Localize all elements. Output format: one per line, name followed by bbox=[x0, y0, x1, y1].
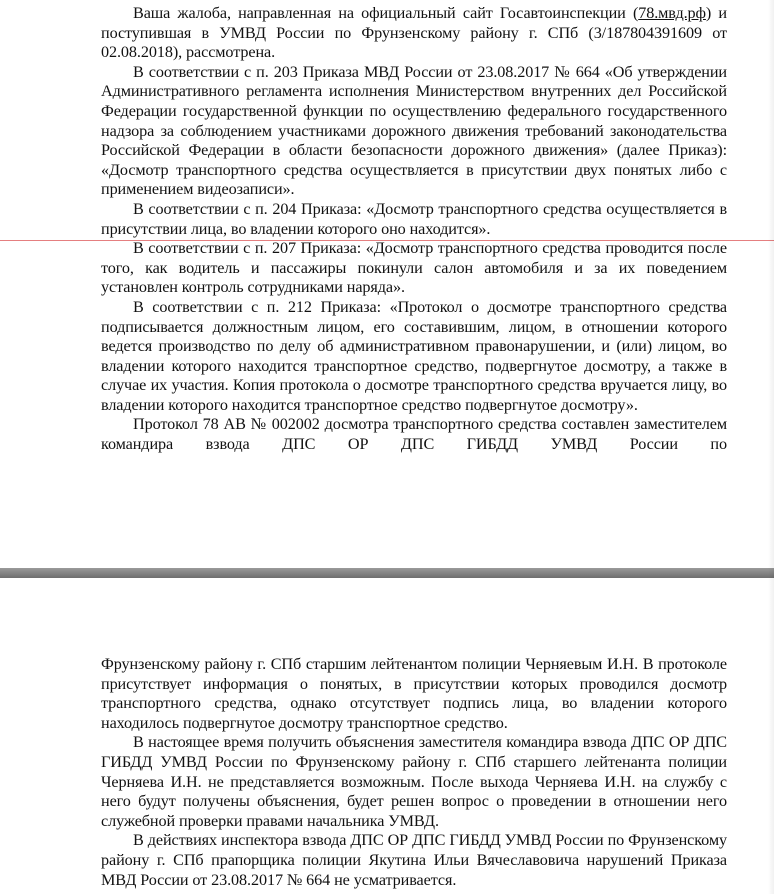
paragraph-clause-207: В соответствии с п. 207 Приказа: «Досмотр транспортного средства проводится после того, как водитель и пассажиры покинули салон автомобиля и за их поведением установлен контроль сотрудниками наряда». bbox=[101, 239, 727, 297]
paragraph-clause-203: В соответствии с п. 203 Приказа МВД России от 23.08.2017 № 664 «Об утверждении Административного регламента исполнения Министерством внутренних дел Российской Федерации государственной функции по осуществлению федерального государственного надзора за соблюдением участниками дорожного движения требований законодательства Российской Федерации в области безопасности дорожного движения» (далее Приказ): «Досмотр транспортного средства осуществляется в присутствии двух понятых либо с применением видеозаписи». bbox=[101, 62, 727, 199]
paragraph-conclusion: В действиях инспектора взвода ДПС ОР ДПС ГИБДД УМВД России по Фрунзенскому району г. СПб прапорщика полиции Якутина Ильи Вячеславовича нарушений Приказа МВД России от 23.08.2017 № 664 не усматривается. bbox=[101, 831, 727, 889]
annotation-line bbox=[0, 240, 774, 241]
scan-edge-shadow bbox=[768, 0, 774, 894]
paragraph-explanations: В настоящее время получить объяснения заместителя командира взвода ДПС ОР ДПС ГИБДД УМВД России по Фрунзенскому району г. СПб старшего лейтенанта полиции Черняева И.Н. не представляется возможным. После выхода Черняева И.Н. на службу с него будут получены объяснения, будет решен вопрос о проведении в отношении него служебной проверки правами начальника УМВД. bbox=[101, 733, 727, 830]
page-1-body bbox=[101, 4, 727, 455]
paragraph-clause-212: В соответствии с п. 212 Приказа: «Протокол о досмотре транспортного средства подписывается должностным лицом, его составившим, лицом, в отношении которого ведется производство по делу об административном правонарушении, и (или) лицом, во владении которого находится транспортное средство, подвергнутое досмотру, а также в случае их участия. Копия протокола о досмотре транспортного средства вручается лицу, во владении которого находится транспортное средство подвергнутое досмотру». bbox=[101, 297, 727, 414]
document-page-2 bbox=[0, 578, 774, 894]
website-link[interactable]: 78.мвд.рф bbox=[638, 4, 706, 22]
paragraph-protocol-continued: Фрунзенскому району г. СПб старшим лейтенантом полиции Черняевым И.Н. В протоколе присутствует информация о понятых, в присутствии которых проводился досмотр транспортного средства, однако отсутствует подпись лица, во владении которого находилось подвергнутое досмотру транспортное средство. bbox=[101, 655, 727, 732]
paragraph-protocol: Протокол 78 АВ № 002002 досмотра транспортного средства составлен заместителем командира взвода ДПС ОР ДПС ГИБДД УМВД России по bbox=[101, 415, 727, 454]
paragraph-complaint-received bbox=[101, 4, 727, 63]
paragraph-text: Ваша жалоба, направленная на официальный сайт Госавтоинспекции ( bbox=[133, 4, 639, 22]
page-break-divider bbox=[0, 568, 774, 578]
paragraph-clause-204: В соответствии с п. 204 Приказа: «Досмотр транспортного средства осуществляется в присутствии лица, во владении которого оно находится». bbox=[101, 199, 727, 238]
paragraph-text: ) и поступившая в УМВД России по Фрунзенскому району г. СПб (3/187804391609 от 02.08.2018), рассмотрена. bbox=[101, 4, 727, 62]
page-2-body bbox=[101, 655, 727, 890]
